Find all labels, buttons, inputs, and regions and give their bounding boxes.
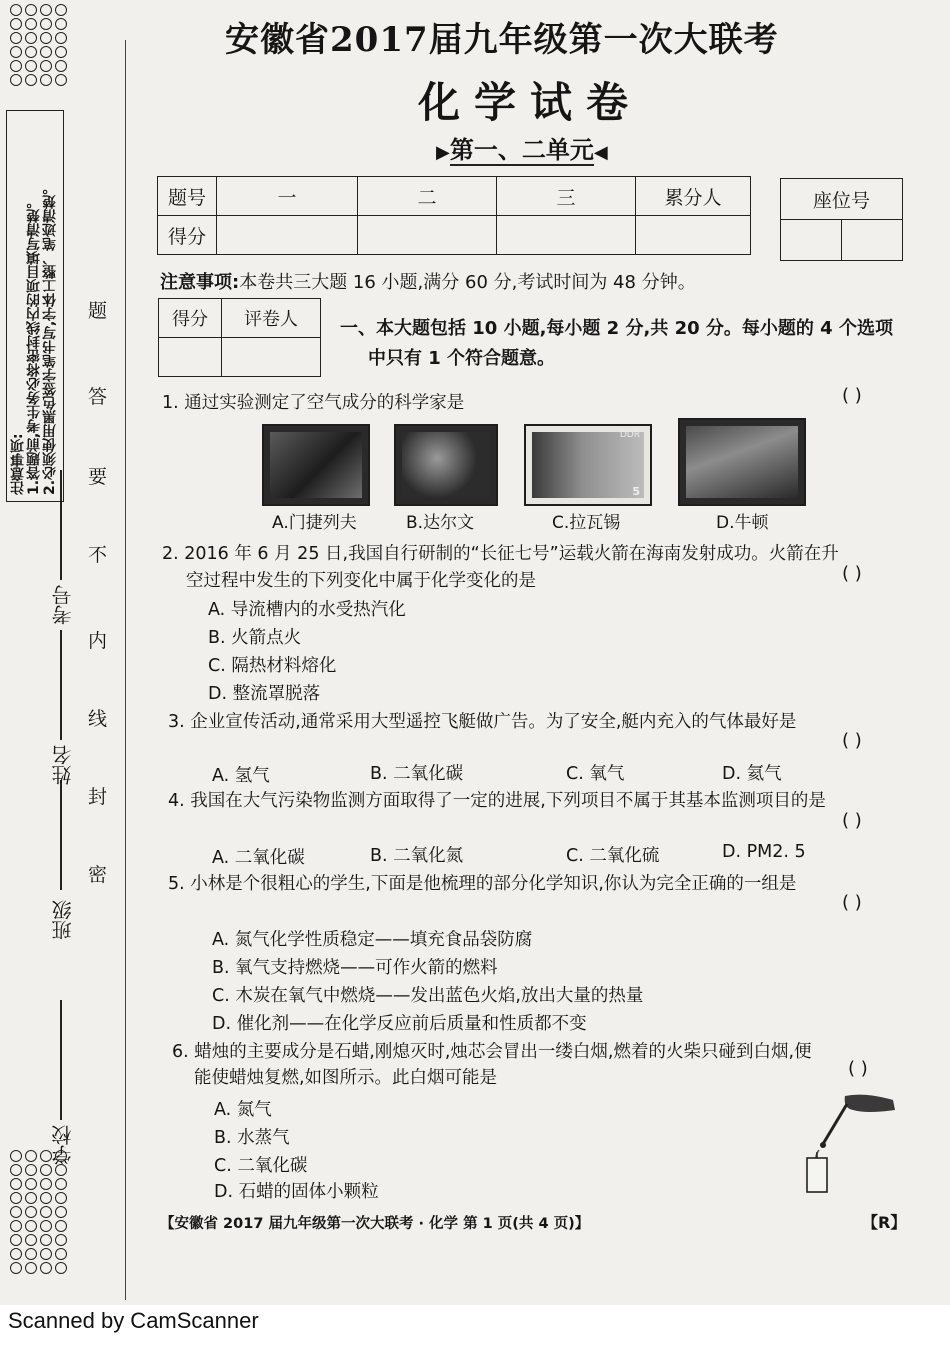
stamp-mendeleev-image [262, 424, 370, 506]
grader-score-label: 得分 [159, 299, 222, 338]
stamp-value-label: 5 [632, 485, 640, 498]
question-6-stem-line1: 6. 蜡烛的主要成分是石蜡,刚熄灭时,烛芯会冒出一缕白烟,燃着的火柴只碰到白烟,便 [172, 1042, 812, 1062]
seat-number-label: 座位号 [781, 179, 903, 220]
unit-label: 第一、二单元 [449, 135, 594, 164]
score-header-cell: 累分人 [636, 177, 751, 216]
school-field-label: 学校 [51, 1125, 75, 1165]
question-3-stem: 3. 企业宣传活动,通常采用大型遥控飞艇做广告。为了安全,艇内充入的气体最好是 [168, 712, 797, 732]
edition-badge: 【R】 [862, 1213, 907, 1232]
section-line-2: 中只有 1 个符合题意。 [368, 348, 556, 369]
exam-title: 安徽省2017届九年级第一次大联考 [225, 20, 779, 60]
side-notice-text: 注意事项: 1.答题前,考生务必将密封线内的项目填写清楚。 2.必须使用黑色签字笔书写,字体工整、笔迹清楚。 [10, 180, 58, 495]
option-a[interactable]: A. 氮气化学性质稳定——填充食品袋防腐 [212, 930, 533, 950]
grader-name-label: 评卷人 [222, 299, 321, 338]
option-a[interactable]: A. 导流槽内的水受热汽化 [208, 600, 406, 620]
option-b[interactable]: B. 氧气支持燃烧——可作火箭的燃料 [212, 958, 498, 978]
exam-number-field-label: 考号 [51, 585, 75, 625]
seal-char-7: 答 [88, 386, 108, 408]
grader-score-cell[interactable] [159, 338, 222, 377]
option-a[interactable]: A. 氮气 [214, 1100, 272, 1120]
seal-line [125, 40, 126, 1300]
option-a[interactable]: A.门捷列夫 [272, 513, 357, 533]
notes-label: 注意事项: [160, 272, 240, 293]
answer-bracket[interactable]: ( ) [848, 1058, 868, 1079]
option-d[interactable]: D. PM2. 5 [722, 842, 806, 862]
school-field-line[interactable] [60, 1000, 62, 1120]
name-field-label: 姓名 [51, 745, 75, 785]
stamp-country-label: DDR [619, 430, 640, 440]
option-d[interactable]: D.牛顿 [716, 513, 769, 533]
seal-char-4: 内 [88, 630, 108, 652]
score-input-cell[interactable] [217, 216, 358, 255]
score-input-cell[interactable] [636, 216, 751, 255]
option-d[interactable]: D. 整流罩脱落 [208, 684, 321, 704]
section-one-instructions [340, 314, 893, 374]
binding-margin [0, 0, 125, 1305]
scanner-watermark: Scanned by CamScanner [8, 1308, 259, 1333]
binding-holes-top [10, 4, 68, 86]
option-c[interactable]: C. 隔热材料熔化 [208, 656, 337, 676]
option-c[interactable]: C.拉瓦锡 [552, 513, 621, 533]
option-a[interactable]: A. 二氧化碳 [212, 848, 305, 868]
option-a[interactable]: A. 氢气 [212, 766, 270, 786]
name-field-line[interactable] [60, 630, 62, 740]
question-6-stem-line2: 能使蜡烛复燃,如图所示。此白烟可能是 [194, 1068, 498, 1088]
option-b[interactable]: B. 火箭点火 [208, 628, 302, 648]
binding-holes-bottom [10, 1150, 68, 1274]
score-input-cell[interactable] [358, 216, 497, 255]
answer-bracket[interactable]: ( ) [842, 892, 862, 913]
seal-char-6: 要 [88, 466, 108, 488]
unit-title [436, 130, 608, 165]
option-b[interactable]: B. 水蒸气 [214, 1128, 290, 1148]
answer-bracket[interactable]: ( ) [842, 385, 862, 406]
question-4-stem: 4. 我国在大气污染物监测方面取得了一定的进展,下列项目不属于其基本监测项目的是 [168, 791, 826, 811]
answer-bracket[interactable]: ( ) [842, 730, 862, 751]
option-b[interactable]: B. 二氧化碳 [370, 764, 464, 784]
class-field-label: 班级 [51, 900, 75, 940]
option-c[interactable]: C. 木炭在氧气中燃烧——发出蓝色火焰,放出大量的热量 [212, 986, 644, 1006]
option-b[interactable]: B.达尔文 [406, 513, 475, 533]
exam-subject-title: 化学试卷 [418, 78, 643, 127]
score-table [157, 176, 751, 255]
seal-char-5: 不 [88, 544, 108, 566]
exam-number-field-line[interactable] [60, 470, 62, 580]
seal-char-2: 封 [88, 786, 108, 808]
seat-number-cell[interactable] [781, 220, 842, 261]
stamp-darwin-image [394, 424, 498, 506]
option-d[interactable]: D. 石蜡的固体小颗粒 [214, 1182, 379, 1202]
seat-number-table [780, 178, 903, 261]
score-header-cell: 二 [358, 177, 497, 216]
triangle-right-icon: ▶ [436, 142, 450, 163]
grader-name-cell[interactable] [222, 338, 321, 377]
class-field-line[interactable] [60, 780, 62, 890]
option-b[interactable]: B. 二氧化氮 [370, 846, 464, 866]
answer-bracket[interactable]: ( ) [842, 563, 862, 584]
option-c[interactable]: C. 二氧化硫 [566, 846, 660, 866]
section-line-1: 一、本大题包括 10 小题,每小题 2 分,共 20 分。每小题的 4 个选项 [340, 318, 893, 339]
triangle-left-icon: ◀ [593, 142, 608, 163]
option-d[interactable]: D. 催化剂——在化学反应前后质量和性质都不变 [212, 1014, 587, 1034]
score-header-cell: 三 [497, 177, 636, 216]
stamp-lavoisier-image [524, 424, 652, 506]
score-header-cell: 题号 [158, 177, 217, 216]
seal-char-3: 线 [88, 708, 108, 730]
exam-notes [160, 268, 696, 294]
candle-relight-illustration [795, 1088, 905, 1198]
page-footer: 【安徽省 2017 届九年级第一次大联考 · 化学 第 1 页(共 4 页)】 [160, 1216, 590, 1232]
question-2-stem-line1: 2. 2016 年 6 月 25 日,我国自行研制的“长征七号”运载火箭在海南发射成功。火箭在升 [162, 544, 839, 564]
question-2-stem-line2: 空过程中发生的下列变化中属于化学变化的是 [186, 571, 536, 591]
score-input-cell[interactable] [497, 216, 636, 255]
option-c[interactable]: C. 二氧化碳 [214, 1156, 308, 1176]
option-c[interactable]: C. 氧气 [566, 764, 625, 784]
notes-text: 本卷共三大题 16 小题,满分 60 分,考试时间为 48 分钟。 [239, 272, 696, 293]
score-row-label: 得分 [158, 216, 217, 255]
score-header-cell: 一 [217, 177, 358, 216]
seal-char-8: 题 [88, 300, 108, 322]
question-5-stem: 5. 小林是个很粗心的学生,下面是他梳理的部分化学知识,你认为完全正确的一组是 [168, 874, 797, 894]
seal-char-1: 密 [88, 864, 108, 886]
grader-table [158, 298, 321, 377]
question-1-stem: 1. 通过实验测定了空气成分的科学家是 [162, 393, 465, 413]
seat-number-cell[interactable] [842, 220, 903, 261]
option-d[interactable]: D. 氦气 [722, 764, 782, 784]
answer-bracket[interactable]: ( ) [842, 810, 862, 831]
stamp-newton-image [678, 418, 806, 506]
